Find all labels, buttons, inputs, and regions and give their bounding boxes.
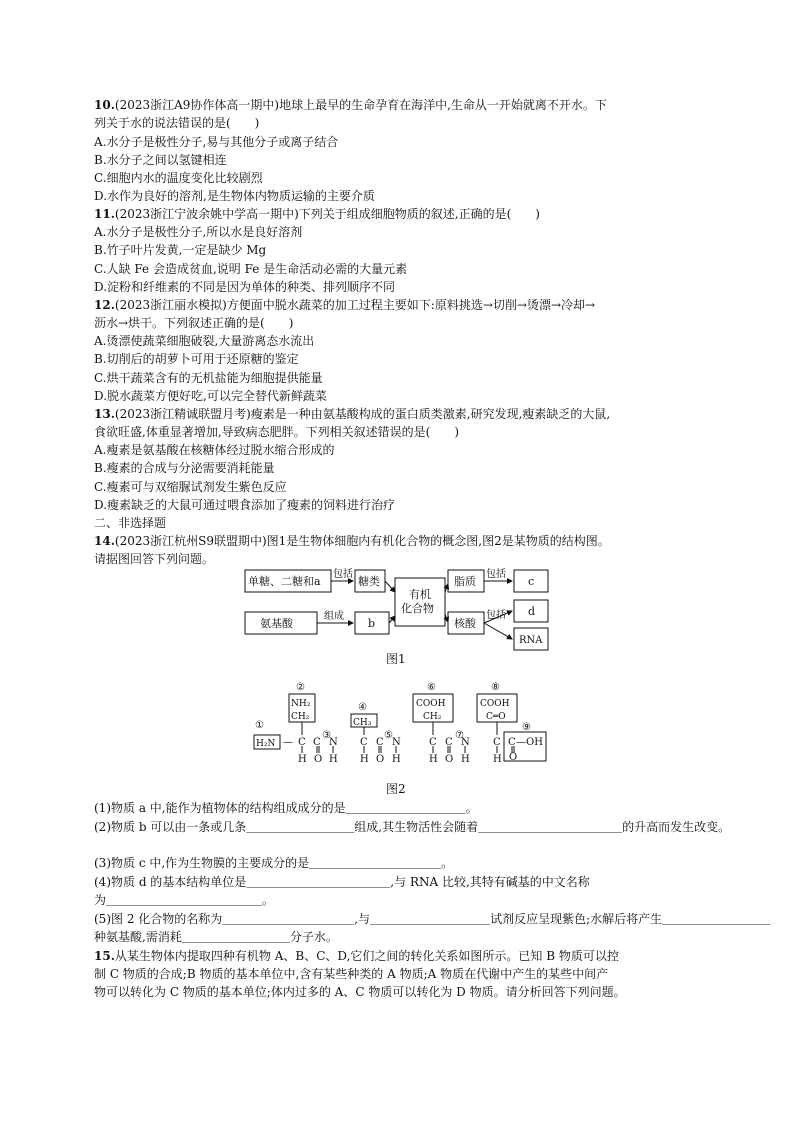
marker-7: ⑦ (455, 730, 464, 741)
q13-option-c: C.瘦素可与双缩脲试剂发生紫色反应 (94, 480, 287, 494)
q15-stem-line1 (94, 949, 619, 964)
label-tanglei: 糖类 (358, 575, 380, 588)
q15-stem-text: 从某生物体内提取四种有机物 A、B、C、D,它们之间的转化关系如图所示。已知 B 物质可以控 (114, 949, 619, 963)
q11-number: 11. (94, 207, 115, 221)
label-rna: RNA (519, 635, 543, 646)
label-c: c (528, 575, 535, 588)
arrow-b-organic (389, 616, 395, 623)
label-include1: 包括 (333, 569, 353, 580)
q10-option-c: C.细胞内水的温度变化比较剧烈 (94, 171, 263, 185)
text-h3: H (360, 754, 369, 764)
q13-option-b: B.瘦素的合成与分泌需要消耗能量 (94, 461, 275, 475)
text-c-eq-o: C═O (486, 712, 506, 722)
q14-stem-text: (2023浙江杭州S9联盟期中)图1是生物体细胞内有机化合物的概念图,图2是某物质的结构图。 (114, 534, 610, 548)
marker-1: ① (255, 720, 264, 731)
q14-sub4-line2: 为＿＿＿＿＿＿＿＿＿＿＿＿＿。 (94, 893, 275, 907)
q11-option-a: A.水分子是极性分子,所以水是良好溶剂 (94, 225, 303, 239)
text-o3: O (445, 754, 454, 764)
q14-sub3: (3)物质 c 中,作为生物膜的主要成分的是＿＿＿＿＿＿＿＿＿＿＿。 (94, 856, 454, 870)
text-h6: H (461, 754, 470, 764)
text-cooh-b: COOH (480, 699, 510, 709)
text-h5: H (429, 754, 438, 764)
figure2-caption: 图2 (386, 782, 406, 796)
label-compose: 组成 (324, 611, 344, 622)
q13-option-d: D.瘦素缺乏的大鼠可通过喂食添加了瘦素的饲料进行治疗 (94, 498, 396, 512)
text-n1: N (329, 737, 338, 748)
text-ch2-a: CH₂ (291, 712, 310, 722)
marker-6: ⑥ (427, 682, 436, 693)
q14-sub5-line1: (5)图 2 化合物的名称为＿＿＿＿＿＿＿＿＿＿＿,与＿＿＿＿＿＿＿＿＿＿试剂反应呈现紫色;水解后将产生＿＿＿＿＿＿＿＿＿ (94, 912, 771, 926)
marker-9: ⑨ (522, 722, 531, 733)
q10-stem-line2: 列关于水的说法错误的是( ) (94, 116, 260, 130)
label-organic2: 化合物 (401, 602, 434, 615)
q12-option-c: C.烘干蔬菜含有的无机盐能为细胞提供能量 (94, 371, 323, 385)
marker-4: ④ (358, 702, 367, 713)
label-hesuan: 核酸 (454, 617, 476, 630)
q14-sub1: (1)物质 a 中,能作为植物体的结构组成成分的是＿＿＿＿＿＿＿＿＿＿。 (94, 801, 478, 815)
marker-3: ③ (322, 730, 331, 741)
arrow-tanglei-organic (385, 581, 395, 592)
text-c4b: C (508, 737, 516, 748)
text-ch2-b: CH₂ (423, 712, 442, 722)
text-cooh-a: COOH (416, 699, 446, 709)
text-n3: N (461, 737, 470, 748)
text-o1: O (314, 754, 323, 764)
q14-stem-line1 (94, 534, 610, 549)
text-c2: C (360, 737, 368, 748)
text-c1: C (298, 737, 306, 748)
text-h4: H (392, 754, 401, 764)
text-ch3: CH₃ (353, 718, 372, 728)
text-c2b: C (376, 737, 384, 748)
figure2-structure (250, 680, 550, 764)
label-zhizhi: 脂质 (454, 575, 476, 588)
q15-number: 15. (94, 949, 115, 963)
marker-2: ② (296, 682, 305, 693)
text-o4: O (509, 752, 518, 763)
q13-stem-line1 (94, 407, 610, 422)
q13-option-a: A.瘦素是氨基酸在核糖体经过脱水缩合形成的 (94, 443, 335, 457)
label-b: b (368, 617, 376, 630)
q11-stem-line1 (94, 207, 540, 222)
q11-option-c: C.人缺 Fe 会造成贫血,说明 Fe 是生命活动必需的大量元素 (94, 262, 408, 276)
q11-option-b: B.竹子叶片发黄,一定是缺少 Mg (94, 243, 267, 257)
q12-stem-text: (2023浙江丽水模拟)方便面中脱水蔬菜的加工过程主要如下:原料挑选→切削→烫漂→冷却→ (114, 298, 596, 312)
marker-5: ⑤ (384, 730, 393, 741)
q13-stem-text: (2023浙江精诚联盟月考)瘦素是一种由氨基酸构成的蛋白质类激素,研究发现,瘦素缺乏的大鼠, (114, 407, 611, 421)
text-c4: C (493, 737, 501, 748)
q14-stem-line2: 请据图回答下列问题。 (94, 552, 215, 566)
q10-number: 10. (94, 98, 115, 112)
arrow-hesuan-rna (484, 623, 512, 639)
text-nh2: NH₂ (291, 699, 311, 709)
q11-stem-text: (2023浙江宁波余姚中学高一期中)下列关于组成细胞物质的叙述,正确的是( ) (114, 207, 540, 221)
q12-option-d: D.脱水蔬菜方便好吃,可以完全替代新鲜蔬菜 (94, 389, 327, 403)
label-include3: 包括 (486, 610, 506, 621)
text-h2: H (329, 754, 338, 764)
q10-stem-text: (2023浙江A9协作体高一期中)地球上最早的生命孕育在海洋中,生命从一开始就离不开水。下 (114, 98, 607, 112)
q12-stem-line2: 沥水→烘干。下列叙述正确的是( ) (94, 316, 294, 330)
text-c3b: C (445, 737, 453, 748)
q14-sub4-line1: (4)物质 d 的基本结构单位是＿＿＿＿＿＿＿＿＿＿＿＿,与 RNA 比较,其特有碱基的中文名称 (94, 875, 590, 889)
q12-option-b: B.切削后的胡萝卜可用于还原糖的鉴定 (94, 352, 299, 366)
q10-stem-line1 (94, 98, 607, 113)
q10-option-d: D.水作为良好的溶剂,是生物体内物质运输的主要介质 (94, 189, 375, 203)
marker-8: ⑧ (491, 682, 500, 693)
text-n2: N (392, 737, 401, 748)
q13-number: 13. (94, 407, 115, 421)
q14-sub2: (2)物质 b 可以由一条或几条＿＿＿＿＿＿＿＿＿组成,其生物活性会随着＿＿＿＿＿＿＿＿＿＿＿＿的升高而发生改变。 (94, 820, 731, 834)
text-h1: H (298, 754, 307, 764)
label-sugars: 单糖、二糖和a (248, 575, 321, 588)
q13-stem-line2: 食欲旺盛,体重显著增加,导致病态肥胖。下列相关叙述错误的是( ) (94, 425, 459, 439)
label-d: d (528, 605, 536, 618)
q15-stem-line2: 制 C 物质的合成;B 物质的基本单位中,含有某些种类的 A 物质;A 物质在代谢中产生的某些中间产 (94, 967, 609, 981)
text-h2n: H₂N (256, 739, 276, 749)
q12-option-a: A.烫漂使蔬菜细胞破裂,大量游离态水流出 (94, 334, 315, 348)
text-bond-0: — (283, 737, 293, 748)
figure1-caption: 图1 (386, 652, 406, 666)
label-organic1: 有机 (409, 588, 431, 601)
text-oh: —OH (516, 737, 543, 748)
q12-number: 12. (94, 298, 115, 312)
text-c3: C (429, 737, 437, 748)
q12-stem-line1 (94, 298, 595, 313)
q10-option-b: B.水分子之间以氢键相连 (94, 153, 227, 167)
label-include2: 包括 (486, 569, 506, 580)
q14-number: 14. (94, 534, 115, 548)
q15-stem-line3: 物可以转化为 C 物质的基本单位;体内过多的 A、C 物质可以转化为 D 物质。请分析回答下列问题。 (94, 985, 626, 999)
text-c1b: C (313, 737, 321, 748)
text-o2: O (376, 754, 385, 764)
q11-option-d: D.淀粉和纤维素的不同是因为单体的种类、排列顺序不同 (94, 280, 396, 294)
section-heading: 二、非选择题 (94, 516, 167, 530)
text-h7: H (493, 754, 502, 764)
q14-sub5-line2: 种氨基酸,需消耗＿＿＿＿＿＿＿＿＿分子水。 (94, 930, 338, 944)
label-aa: 氨基酸 (260, 617, 293, 630)
q10-option-a: A.水分子是极性分子,易与其他分子或离子结合 (94, 135, 339, 149)
